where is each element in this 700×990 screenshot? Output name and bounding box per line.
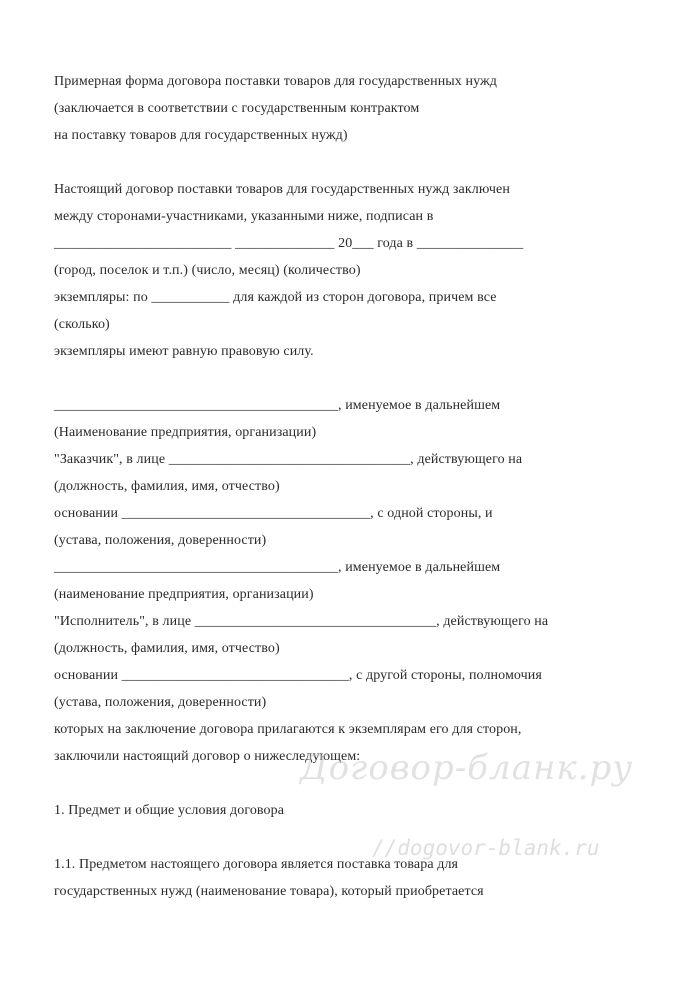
- place-date-blanks: _________________________ ______________ 20___ года в _______________: [54, 236, 524, 251]
- clause-1-1-line-2: государственных нужд (наименование товара), который приобретается: [54, 884, 484, 899]
- authority-line-1: которых на заключение договора прилагаются к экземплярам его для сторон,: [54, 722, 522, 737]
- customer-rep-line: "Заказчик", в лице __________________________________, действующего на: [54, 452, 523, 467]
- customer-name-caption: (Наименование предприятия, организации): [54, 425, 317, 440]
- authority-line-2: заключили настоящий договор о нижеследующем:: [54, 749, 361, 764]
- customer-basis-caption: (устава, положения, доверенности): [54, 533, 267, 548]
- customer-rep-caption: (должность, фамилия, имя, отчество): [54, 479, 280, 494]
- intro-line-2: между сторонами-участниками, указанными ниже, подписан в: [54, 209, 434, 224]
- doc-subtitle-line-2: на поставку товаров для государственных нужд): [54, 128, 348, 143]
- copies-caption: (сколько): [54, 317, 110, 332]
- contractor-name-caption: (наименование предприятия, организации): [54, 587, 314, 602]
- doc-title: Примерная форма договора поставки товаров для государственных нужд: [54, 74, 497, 89]
- copies-equal-force: экземпляры имеют равную правовую силу.: [54, 344, 314, 359]
- doc-subtitle-line-1: (заключается в соответствии с государственным контрактом: [54, 101, 420, 116]
- customer-name-blank: ________________________________________, именуемое в дальнейшем: [54, 398, 501, 413]
- contractor-basis-line: основании ________________________________, с другой стороны, полномочия: [54, 668, 542, 683]
- contractor-rep-line: "Исполнитель", в лице __________________________________, действующего на: [54, 614, 549, 629]
- contractor-rep-caption: (должность, фамилия, имя, отчество): [54, 641, 280, 656]
- contractor-basis-caption: (устава, положения, доверенности): [54, 695, 267, 710]
- clause-1-1-line-1: 1.1. Предметом настоящего договора является поставка товара для: [54, 857, 459, 872]
- intro-line-1: Настоящий договор поставки товаров для государственных нужд заключен: [54, 182, 510, 197]
- section-1-heading: 1. Предмет и общие условия договора: [54, 803, 285, 818]
- watermark-logo: Договор-бланк.ру: [300, 748, 633, 788]
- contractor-name-blank: ________________________________________, именуемое в дальнейшем: [54, 560, 501, 575]
- place-date-caption: (город, поселок и т.п.) (число, месяц) (количество): [54, 263, 361, 278]
- customer-basis-line: основании ___________________________________, с одной стороны, и: [54, 506, 493, 521]
- watermark-url: //dogovor-blank.ru: [372, 836, 600, 860]
- copies-line: экземпляры: по ___________ для каждой из сторон договора, причем все: [54, 290, 497, 305]
